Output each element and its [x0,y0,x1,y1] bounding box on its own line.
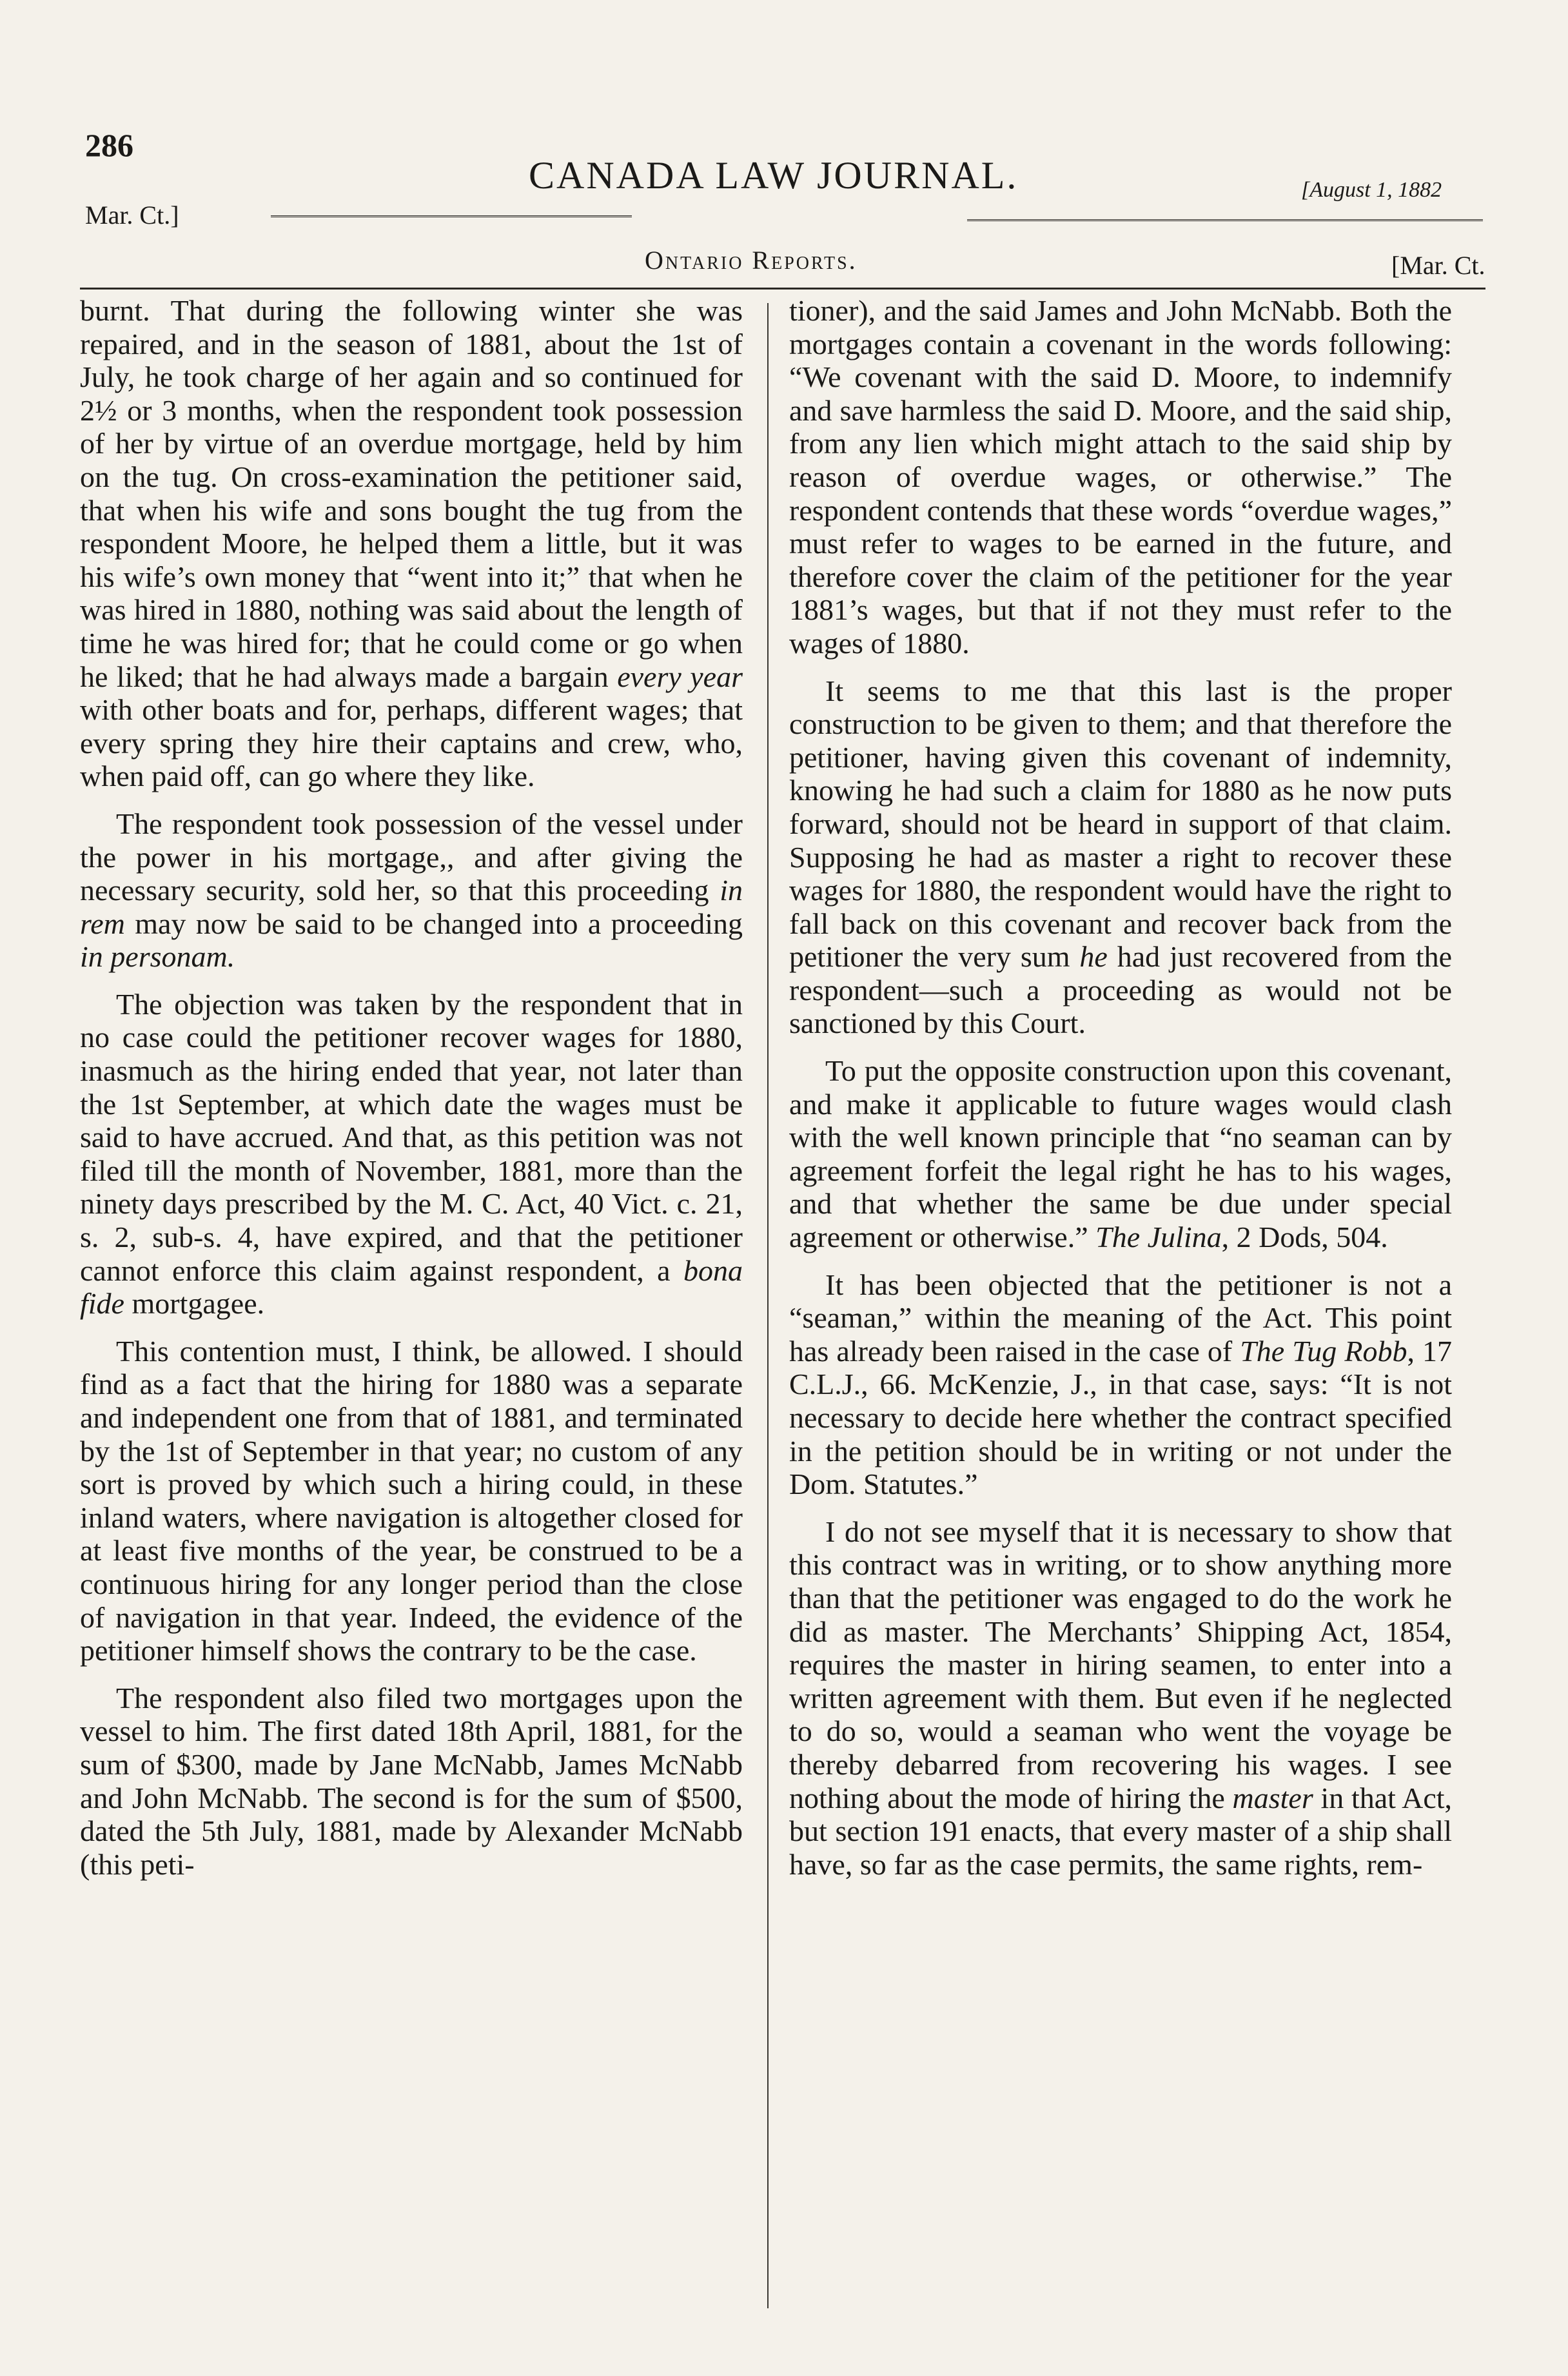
paragraph: The objection was taken by the respondent that in no case could the petitioner recover wages for 1880, inasmuch as the hiring ended that year, not later than the 1st September, at which date the wages must be said to have accrued. And that, as this petition was not filed till the month of November, 1881, more than the ninety days prescribed by the M. C. Act, 40 Vict. c. 21, s. 2, sub-s. 4, have expired, and that the petitioner cannot enforce this claim against respondent, a bona fide mortgagee. [80,987,743,1321]
left-column [80,294,743,1895]
issue-date: [August 1, 1882 [1301,178,1442,202]
paragraph: I do not see myself that it is necessary to show that this contract was in writing, or to show anything more than that the petitioner was engaged to do the work he did as master. The Merchants’ Shipping Act, 1854, requires the master in hiring seamen, to enter into a written agreement with them. But even if he neglected to do so, would a seaman who went the voyage be thereby debarred from recovering his wages. I see nothing about the mode of hiring the master in that Act, but section 191 enacts, that every master of a ship shall have, so far as the case permits, the same rights, rem- [789,1515,1453,1881]
paragraph: The respondent took possession of the vessel under the power in his mortgage,, and after giving the necessary security, sold her, so that this proceeding in rem may now be said to be changed into a proceeding in personam. [80,807,743,974]
header-rule-left [271,215,632,220]
paragraph: This contention must, I think, be allowed. I should find as a fact that the hiring for 1880 was a separate and independent one from that of 1881, and terminated by the 1st of September in that year; no custom of any sort is proved by which such a hiring could, in these inland waters, where navigation is altogether closed for at least five months of the year, be construed to be a continuous hiring for any longer period than the close of navigation in that year. Indeed, the evidence of the petitioner himself shows the contrary to be the case. [80,1334,743,1667]
court-label-right: [Mar. Ct. [1391,251,1485,280]
paragraph: tioner), and the said James and John McNabb. Both the mortgages contain a covenant in the words following: “We covenant with the said D. Moore, to indemnify and save harmless the said D. Moore, and the said ship, from any lien which might attach to the said ship by reason of overdue wages, or otherwise.” The respondent contends that these words “overdue wages,” must refer to wages to be earned in the future, and therefore cover the claim of the petitioner for the year 1881’s wages, but that if not they must refer to the wages of 1880. [789,294,1452,660]
journal-title: CANADA LAW JOURNAL. [529,154,1019,197]
section-rule [80,288,1485,290]
court-label-left: Mar. Ct.] [85,201,179,230]
column-divider [767,303,769,2308]
paragraph: The respondent also filed two mortgages upon the vessel to him. The first dated 18th April, 1881, for the sum of $300, made by Jane McNabb, James McNabb and John McNabb. The second is for the sum of $500, dated the 5th July, 1881, made by Alexander McNabb (this peti- [80,1681,743,1881]
right-column [789,294,1452,1895]
paragraph: It has been objected that the petitioner is not a “seaman,” within the meaning of the Act. This point has already been raised in the case of The Tug Robb, 17 C.L.J., 66. McKenzie, J., in that case, says: “It is not necessary to decide here whether the contract specified in the petition should be in writing or not under the Dom. Statutes.” [789,1268,1453,1501]
paragraph: To put the opposite construction upon this covenant, and make it applicable to future wages would clash with the well known principle that “no seaman can by agreement forfeit the legal right he has to his wages, and that whether the same be due under special agreement or otherwise.” The Julina, 2 Dods, 504. [789,1054,1452,1254]
paragraph: It seems to me that this last is the proper construction to be given to them; and that therefore the petitioner, having given this covenant of indemnity, knowing he had such a claim for 1880 as he now puts forward, should not be heard in support of that claim. Supposing he had as master a right to recover these wages for 1880, the respondent would have the right to fall back on this covenant and recover back from the petitioner the very sum he had just recovered from the respondent—such a proceeding as would not be sanctioned by this Court. [789,674,1452,1040]
section-title: Ontario Reports. [645,246,858,275]
paragraph: burnt. That during the following winter she was repaired, and in the season of 1881, about the 1st of July, he took charge of her again and so continued for 2½ or 3 months, when the respondent took possession of her by virtue of an overdue mortgage, held by him on the tug. On cross-examination the petitioner said, that when his wife and sons bought the tug from the respondent Moore, he helped them a little, but it was his wife’s own money that “went into it;” that when he was hired in 1880, nothing was said about the length of time he was hired for; that he could come or go when he liked; that he had always made a bargain every year with other boats and for, perhaps, different wages; that every spring they hire their captains and crew, who, when paid off, can go where they like. [80,294,743,793]
page-number: 286 [85,127,133,163]
header-rule-right [967,219,1483,224]
